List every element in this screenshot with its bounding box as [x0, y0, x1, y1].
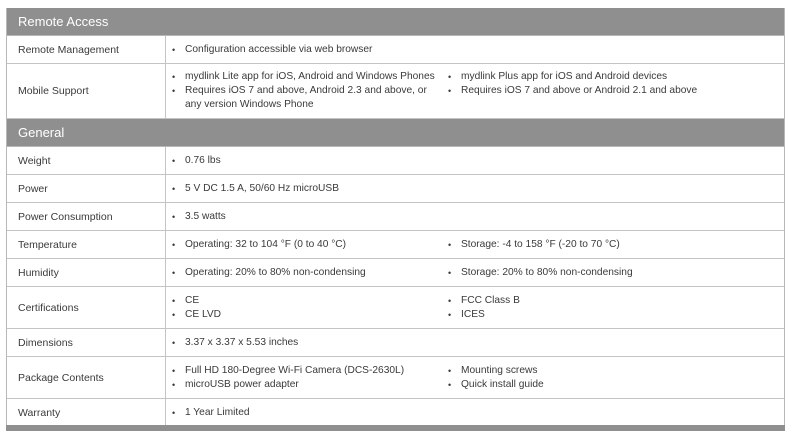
row-label: Power	[7, 175, 166, 202]
row-label: Dimensions	[7, 329, 166, 356]
bullet-icon: •	[448, 72, 452, 82]
spec-row-certifications	[7, 287, 784, 329]
row-label: Power Consumption	[7, 203, 166, 230]
spec-table	[6, 8, 785, 427]
list-item: • 3.5 watts	[172, 210, 226, 222]
list-item: • FCC Class B	[448, 294, 520, 306]
bullet-icon: •	[172, 407, 176, 418]
row-label: Warranty	[7, 399, 166, 426]
spec-row-mobile-support	[7, 64, 784, 119]
row-label: Temperature	[7, 231, 166, 258]
bullet-icon: •	[172, 211, 176, 222]
list-item: • Operating: 20% to 80% non-condensing	[172, 266, 366, 278]
spec-row-power-consumption	[7, 203, 784, 231]
list-item: • 3.37 x 3.37 x 5.53 inches	[172, 336, 299, 348]
list-item: • 1 Year Limited	[172, 406, 250, 418]
list-item: • Requires iOS 7 and above, Android 2.3 and above, or any version Windows Phone	[172, 85, 427, 110]
row-label: Remote Management	[7, 36, 166, 63]
list-item: • Mounting screws	[448, 364, 538, 376]
bullet-icon: •	[448, 379, 452, 390]
spec-row-remote-management	[7, 36, 784, 64]
bullet-icon: •	[172, 295, 176, 306]
section-header-remote-access	[7, 8, 784, 36]
list-item: • ICES	[448, 308, 485, 320]
bullet-icon: •	[448, 86, 452, 96]
list-item: • Full HD 180-Degree Wi-Fi Camera (DCS-2630L)	[172, 364, 405, 376]
section-header-general	[7, 119, 784, 147]
spec-row-package-contents	[7, 357, 784, 399]
list-item: • CE	[172, 294, 200, 306]
bullet-icon: •	[172, 267, 176, 278]
list-item: • Quick install guide	[448, 378, 544, 390]
bullet-icon: •	[448, 267, 452, 278]
spec-row-weight	[7, 147, 784, 175]
bullet-icon: •	[172, 44, 176, 55]
list-item: • mydlink Lite app for iOS, Android and Windows Phones	[172, 71, 435, 82]
spec-row-dimensions	[7, 329, 784, 357]
spec-row-humidity	[7, 259, 784, 287]
list-item: • Storage: 20% to 80% non-condensing	[448, 266, 633, 278]
row-label: Humidity	[7, 259, 166, 286]
bullet-icon: •	[172, 183, 176, 194]
row-label: Package Contents	[7, 357, 166, 398]
list-item: • mydlink Plus app for iOS and Android devices	[448, 71, 668, 82]
list-item: • Storage: -4 to 158 °F (-20 to 70 °C)	[448, 238, 620, 250]
list-item: • CE LVD	[172, 308, 222, 320]
bullet-icon: •	[172, 365, 176, 376]
bullet-icon: •	[448, 365, 452, 376]
list-item: • 5 V DC 1.5 A, 50/60 Hz microUSB	[172, 182, 340, 194]
list-item: • Operating: 32 to 104 °F (0 to 40 °C)	[172, 238, 347, 250]
bullet-icon: •	[172, 86, 176, 96]
bullet-icon: •	[448, 309, 452, 320]
bullet-icon: •	[172, 379, 176, 390]
bullet-icon: •	[448, 295, 452, 306]
spec-row-temperature	[7, 231, 784, 259]
list-item: • microUSB power adapter	[172, 378, 299, 390]
bullet-icon: •	[172, 337, 176, 348]
row-label: Mobile Support	[7, 64, 166, 118]
section-title: General	[18, 125, 65, 140]
section-title: Remote Access	[18, 14, 109, 29]
bullet-icon: •	[172, 72, 176, 82]
spec-row-power	[7, 175, 784, 203]
footer-bar	[6, 425, 785, 431]
row-label: Certifications	[7, 287, 166, 328]
list-item: • Configuration accessible via web browser	[172, 43, 373, 55]
bullet-icon: •	[172, 309, 176, 320]
bullet-icon: •	[172, 155, 176, 166]
list-item: • Requires iOS 7 and above or Android 2.1 and above	[448, 85, 698, 96]
list-item: • 0.76 lbs	[172, 154, 221, 166]
bullet-icon: •	[448, 239, 452, 250]
bullet-icon: •	[172, 239, 176, 250]
spec-row-warranty	[7, 399, 784, 427]
row-label: Weight	[7, 147, 166, 174]
